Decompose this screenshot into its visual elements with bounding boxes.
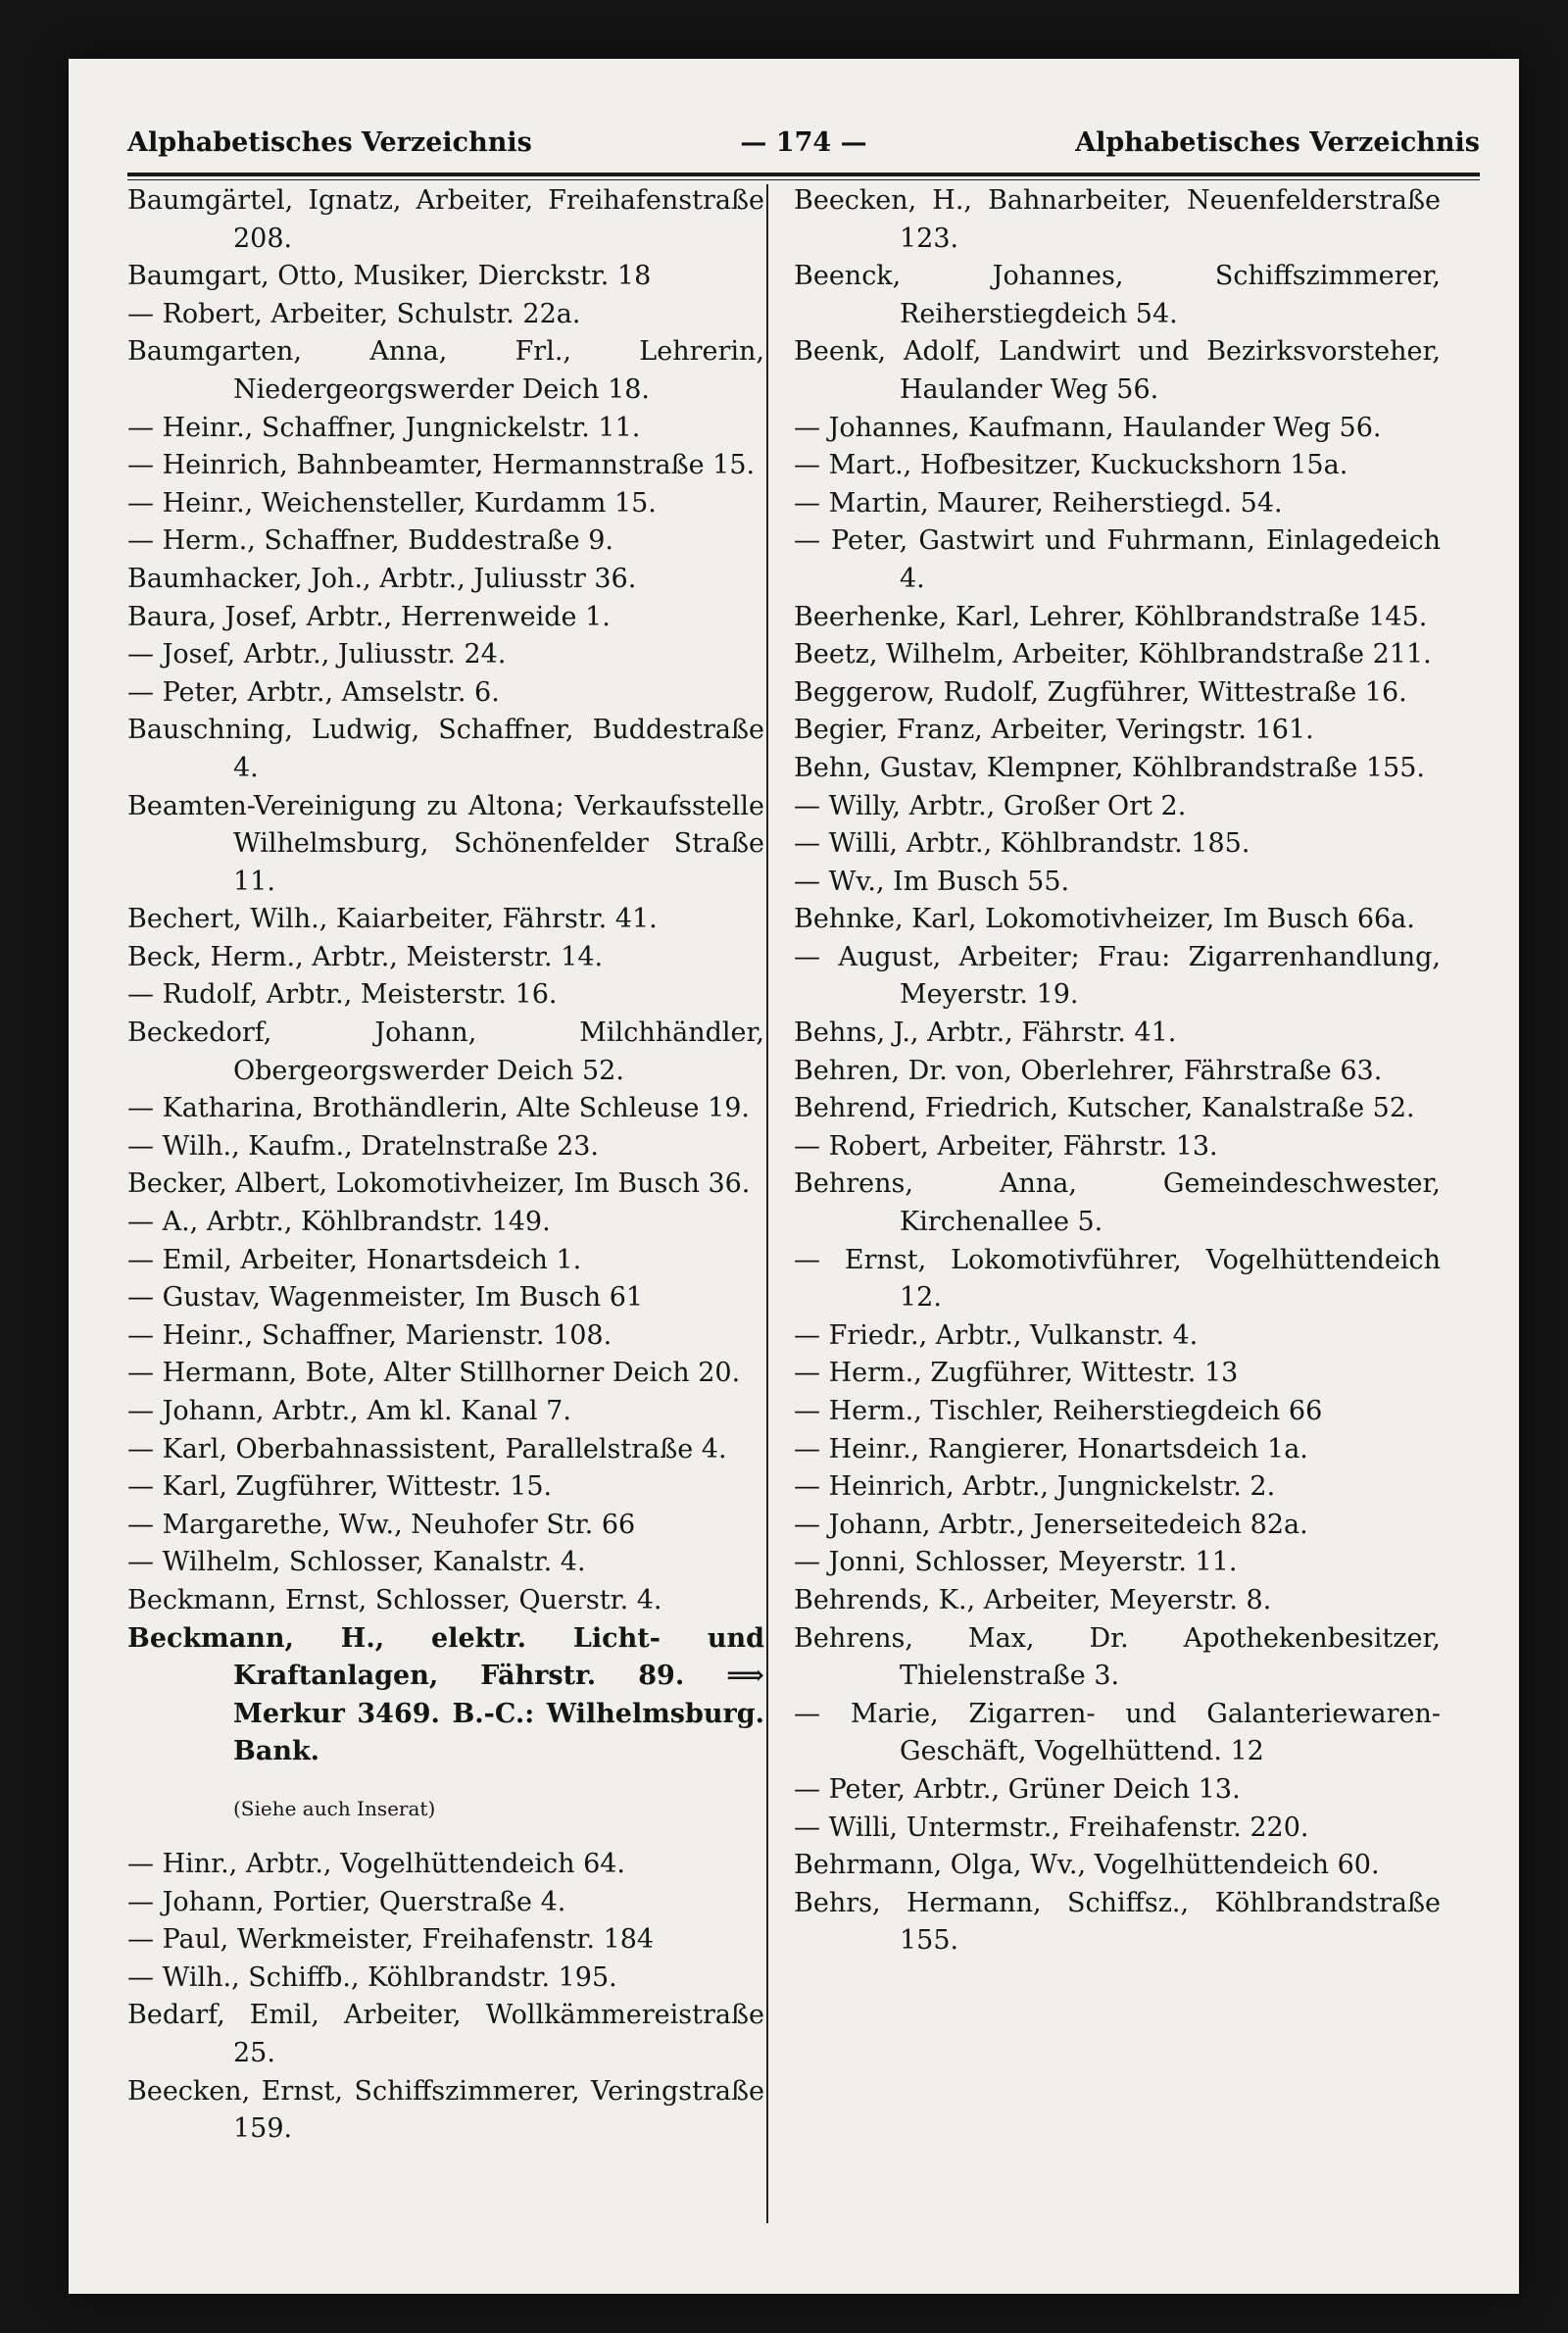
column-divider <box>766 184 768 2223</box>
directory-entry: Baura, Josef, Arbtr., Herrenweide 1. <box>127 601 611 632</box>
directory-entry: — Herm., Schaffner, Buddestraße 9. <box>127 525 613 557</box>
directory-entry: — A., Arbtr., Köhlbrandstr. 149. <box>127 1207 551 1238</box>
directory-entry: Behns, J., Arbtr., Fährstr. 41. <box>794 1018 1177 1049</box>
directory-entry: — Heinrich, Arbtr., Jungnickelstr. 2. <box>794 1471 1276 1503</box>
directory-entry: — Heinr., Rangierer, Honartsdeich 1a. <box>794 1433 1308 1464</box>
directory-entry: Beenk, Adolf, Landwirt und Bezirksvorsteher, Haulander Weg 56. <box>794 336 1441 405</box>
directory-entry: Begier, Franz, Arbeiter, Veringstr. 161. <box>794 715 1314 746</box>
directory-entry: — Mart., Hofbesitzer, Kuckuckshorn 15a. <box>794 450 1348 481</box>
directory-entry: — Margarethe, Ww., Neuhofer Str. 66 <box>127 1509 636 1540</box>
directory-entry: — Marie, Zigarren- und Galanteriewaren-Geschäft, Vogelhüttend. 12 <box>794 1698 1441 1767</box>
directory-note: (Siehe auch Inserat) <box>233 1796 436 1820</box>
directory-entry: Becker, Albert, Lokomotivheizer, Im Busch 36. <box>127 1168 751 1200</box>
directory-entry: — Peter, Arbtr., Amselstr. 6. <box>127 676 500 708</box>
directory-entry: — Heinr., Weichensteller, Kurdamm 15. <box>127 487 657 519</box>
directory-entry: Baumgärtel, Ignatz, Arbeiter, Freihafenstraße 208. <box>127 185 764 254</box>
directory-entry: Behrens, Anna, Gemeindeschwester, Kirchenallee 5. <box>794 1168 1441 1238</box>
directory-entry: — Karl, Zugführer, Wittestr. 15. <box>127 1471 553 1503</box>
directory-entry: — Ernst, Lokomotivführer, Vogelhüttendeich 12. <box>794 1244 1441 1314</box>
directory-entry: — Heinrich, Bahnbeamter, Hermannstraße 15. <box>127 450 756 481</box>
directory-entry: Bedarf, Emil, Arbeiter, Wollkämmereistraße 25. <box>127 2000 764 2068</box>
directory-entry: Behrens, Max, Dr. Apothekenbesitzer, Thielenstraße 3. <box>794 1622 1441 1692</box>
directory-entry: Beamten-Vereinigung zu Altona; Verkaufsstelle Wilhelmsburg, Schönenfelder Straße 11. <box>127 790 764 897</box>
page-header <box>127 127 1480 173</box>
directory-page <box>69 59 1519 2294</box>
directory-entry: Behrs, Hermann, Schiffsz., Köhlbrandstraße 155. <box>794 1887 1441 1957</box>
directory-entry: — Wilhelm, Schlosser, Kanalstr. 4. <box>127 1547 586 1578</box>
directory-entry: — Jonni, Schlosser, Meyerstr. 11. <box>794 1547 1238 1578</box>
directory-entry: Beecken, Ernst, Schiffszimmerer, Veringstraße 159. <box>127 2075 764 2145</box>
directory-entry: Baumhacker, Joh., Arbtr., Juliusstr 36. <box>127 563 637 594</box>
directory-entry: Beckedorf, Johann, Milchhändler, Obergeorgswerder Deich 52. <box>127 1018 764 1086</box>
directory-entry: — Wv., Im Busch 55. <box>794 866 1070 897</box>
directory-entry: — Heinr., Schaffner, Marienstr. 108. <box>127 1319 612 1351</box>
directory-entry: — August, Arbeiter; Frau: Zigarrenhandlung, Meyerstr. 19. <box>794 941 1441 1011</box>
page-number: — 174 — <box>740 127 867 158</box>
directory-entry: Behren, Dr. von, Oberlehrer, Fährstraße 63. <box>794 1055 1383 1086</box>
directory-entry: — Heinr., Schaffner, Jungnickelstr. 11. <box>127 412 641 443</box>
directory-entry: Beenck, Johannes, Schiffszimmerer, Reiherstiegdeich 54. <box>794 261 1441 329</box>
directory-entry: Beerhenke, Karl, Lehrer, Köhlbrandstraße 145. <box>794 601 1428 632</box>
right-column <box>794 182 1441 1961</box>
header-right-title: Alphabetisches Verzeichnis <box>1075 127 1480 158</box>
directory-entry: — Herm., Tischler, Reiherstiegdeich 66 <box>794 1396 1323 1426</box>
directory-entry: — Johannes, Kaufmann, Haulander Weg 56. <box>794 412 1382 443</box>
directory-entry: Baumgarten, Anna, Frl., Lehrerin, Niedergeorgswerder Deich 18. <box>127 336 764 405</box>
directory-entry: Behn, Gustav, Klempner, Köhlbrandstraße 155. <box>794 752 1425 783</box>
directory-entry: Beckmann, Ernst, Schlosser, Querstr. 4. <box>127 1584 662 1615</box>
header-rule-thick <box>127 173 1480 176</box>
directory-entry: Bauschning, Ludwig, Schaffner, Buddestraße 4. <box>127 715 764 783</box>
directory-entry: — Emil, Arbeiter, Honartsdeich 1. <box>127 1244 582 1275</box>
directory-entry: Baumgart, Otto, Musiker, Dierckstr. 18 <box>127 261 652 292</box>
directory-entry: Bechert, Wilh., Kaiarbeiter, Fährstr. 41. <box>127 904 658 935</box>
directory-entry: — Wilh., Schiffb., Köhlbrandstr. 195. <box>127 1961 617 1993</box>
directory-entry: — Johann, Arbtr., Am kl. Kanal 7. <box>127 1396 571 1426</box>
directory-entry: Beecken, H., Bahnarbeiter, Neuenfelderstraße 123. <box>794 185 1441 254</box>
directory-entry: — Rudolf, Arbtr., Meisterstr. 16. <box>127 979 558 1011</box>
directory-entry: — Gustav, Wagenmeister, Im Busch 61 <box>127 1282 644 1314</box>
directory-entry: — Johann, Arbtr., Jenerseitedeich 82a. <box>794 1509 1308 1540</box>
directory-entry: Beetz, Wilhelm, Arbeiter, Köhlbrandstraße 211. <box>794 639 1432 670</box>
directory-entry: — Peter, Arbtr., Grüner Deich 13. <box>794 1773 1241 1805</box>
directory-entry: Beggerow, Rudolf, Zugführer, Wittestraße 16. <box>794 676 1407 708</box>
directory-entry: — Martin, Maurer, Reiherstiegd. 54. <box>794 487 1283 519</box>
directory-entry: Behnke, Karl, Lokomotivheizer, Im Busch 66a. <box>794 904 1415 935</box>
directory-entry: Beckmann, H., elektr. Licht- und Kraftanlagen, Fährstr. 89. ⟹ Merkur 3469. B.-C.: Wilhelmsburg. Bank. <box>127 1622 764 1767</box>
header-rule-thin <box>127 179 1480 180</box>
directory-entry: — Wilh., Kaufm., Dratelnstraße 23. <box>127 1130 600 1162</box>
directory-entry: — Willi, Arbtr., Köhlbrandstr. 185. <box>794 828 1250 860</box>
directory-entry: — Hermann, Bote, Alter Stillhorner Deich 20. <box>127 1358 741 1389</box>
directory-entry: — Peter, Gastwirt und Fuhrmann, Einlagedeich 4. <box>794 525 1441 594</box>
directory-entry: — Willy, Arbtr., Großer Ort 2. <box>794 790 1187 821</box>
directory-entry: Behrmann, Olga, Wv., Vogelhüttendeich 60. <box>794 1850 1380 1881</box>
directory-entry: — Katharina, Brothändlerin, Alte Schleuse 19. <box>127 1093 751 1124</box>
directory-entry: — Friedr., Arbtr., Vulkanstr. 4. <box>794 1319 1199 1351</box>
directory-entry: — Herm., Zugführer, Wittestr. 13 <box>794 1358 1239 1389</box>
directory-entry: — Willi, Untermstr., Freihafenstr. 220. <box>794 1812 1309 1843</box>
left-column <box>127 182 764 2149</box>
directory-entry: — Josef, Arbtr., Juliusstr. 24. <box>127 639 507 670</box>
directory-entry: Behrends, K., Arbeiter, Meyerstr. 8. <box>794 1584 1272 1615</box>
directory-entry: Beck, Herm., Arbtr., Meisterstr. 14. <box>127 941 604 972</box>
directory-entry: Behrend, Friedrich, Kutscher, Kanalstraße 52. <box>794 1093 1415 1124</box>
directory-entry: — Hinr., Arbtr., Vogelhüttendeich 64. <box>127 1848 626 1879</box>
directory-entry: — Paul, Werkmeister, Freihafenstr. 184 <box>127 1924 655 1956</box>
directory-entry: — Robert, Arbeiter, Schulstr. 22a. <box>127 298 581 329</box>
directory-entry: — Robert, Arbeiter, Fährstr. 13. <box>794 1130 1218 1162</box>
directory-entry: — Johann, Portier, Querstraße 4. <box>127 1886 566 1917</box>
directory-entry: — Karl, Oberbahnassistent, Parallelstraße 4. <box>127 1433 727 1464</box>
header-left-title: Alphabetisches Verzeichnis <box>127 127 532 158</box>
